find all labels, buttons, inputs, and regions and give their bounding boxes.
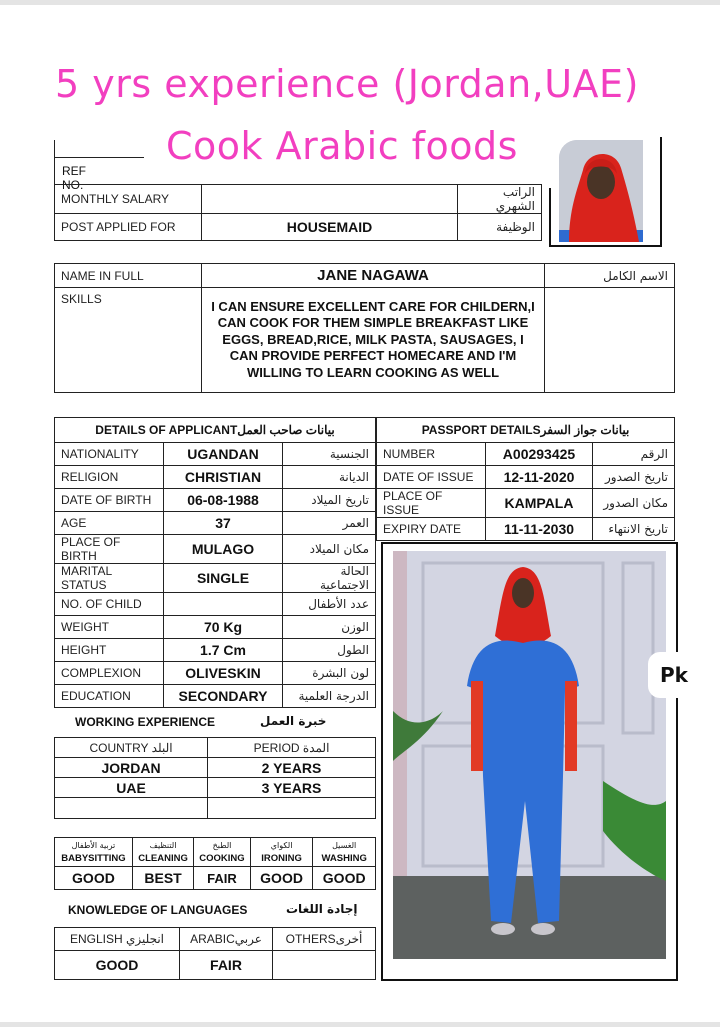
skill-ironing-ar: الكواي: [270, 841, 293, 850]
thumb-frame: [660, 137, 662, 247]
skill-cleaning-header: [132, 838, 193, 867]
period-header: PERIOD المدة: [208, 738, 376, 758]
experience-country-2: UAE: [55, 778, 208, 798]
arabic-value: FAIR: [180, 951, 273, 980]
dob-label: DATE OF BIRTH: [55, 489, 164, 512]
expiry-date-label-ar: تاريخ الانتهاء: [593, 518, 675, 541]
languages-title-ar: إجادة اللغات: [286, 902, 358, 916]
skill-babysitting-header: [55, 838, 133, 867]
english-value: GOOD: [55, 951, 180, 980]
nationality-label-ar: الجنسية: [283, 443, 376, 466]
passport-number-label: NUMBER: [377, 443, 486, 466]
issue-date-value: 12-11-2020: [486, 466, 593, 489]
skill-washing-value: GOOD: [313, 867, 376, 890]
complexion-label: COMPLEXION: [55, 662, 164, 685]
languages-table: [54, 927, 376, 980]
place-of-birth-label-ar: مكان الميلاد: [283, 535, 376, 564]
bottom-edge-bar: [0, 1022, 720, 1027]
working-experience-title-ar: خبرة العمل: [260, 714, 327, 728]
languages-title: KNOWLEDGE OF LANGUAGES: [68, 903, 248, 917]
marital-status-value: SINGLE: [164, 564, 283, 593]
issue-place-value: KAMPALA: [486, 489, 593, 518]
skill-babysitting-en: BABYSITTING: [61, 853, 126, 864]
skill-cooking-en: COOKING: [199, 853, 245, 864]
ref-no-label: REF NO.: [62, 164, 86, 192]
children-value: [164, 593, 283, 616]
skill-cleaning-en: CLEANING: [138, 853, 188, 864]
passport-number-value: A00293425: [486, 443, 593, 466]
name-value: JANE NAGAWA: [202, 264, 545, 288]
working-experience-table: [54, 737, 376, 819]
height-label-ar: الطول: [283, 639, 376, 662]
experience-period-3: [208, 798, 376, 819]
education-label-ar: الدرجة العلمية: [283, 685, 376, 708]
name-skills-table: [54, 263, 675, 393]
weight-value: 70 Kg: [164, 616, 283, 639]
pk-sticker: Pk: [648, 652, 700, 698]
others-value: [273, 951, 376, 980]
weight-label-ar: الوزن: [283, 616, 376, 639]
country-header: COUNTRY البلد: [55, 738, 208, 758]
profile-photo-thumbnail: [559, 140, 643, 242]
experience-country-1: JORDAN: [55, 758, 208, 778]
expiry-date-label: EXPIRY DATE: [377, 518, 486, 541]
monthly-salary-value: [202, 185, 458, 214]
skill-ironing-header: [250, 838, 313, 867]
age-value: 37: [164, 512, 283, 535]
height-label: HEIGHT: [55, 639, 164, 662]
complexion-value: OLIVESKIN: [164, 662, 283, 685]
full-body-photo-frame: [381, 542, 678, 981]
applicant-details-title: DETAILS OF APPLICANTبيانات صاحب العمل: [55, 418, 376, 443]
monthly-salary-label: MONTHLY SALARY: [55, 185, 202, 214]
skill-ironing-value: GOOD: [250, 867, 313, 890]
nationality-label: NATIONALITY: [55, 443, 164, 466]
skills-label: SKILLS: [55, 288, 202, 393]
experience-period-2: 3 YEARS: [208, 778, 376, 798]
name-label-ar: الاسم الكامل: [545, 264, 675, 288]
skills-empty-cell: [545, 288, 675, 393]
full-body-photo: [393, 551, 666, 959]
issue-place-label: PLACE OF ISSUE: [377, 489, 486, 518]
passport-details-title: PASSPORT DETAILSبيانات جواز السفر: [377, 418, 675, 443]
applicant-details-table: [54, 417, 376, 708]
expiry-date-value: 11-11-2030: [486, 518, 593, 541]
skill-washing-header: [313, 838, 376, 867]
children-label: NO. OF CHILD: [55, 593, 164, 616]
top-edge-bar: [0, 0, 720, 5]
headline-experience: 5 yrs experience (Jordan,UAE): [55, 62, 639, 106]
marital-status-label-ar: الحالة الاجتماعية: [283, 564, 376, 593]
skill-cooking-header: [194, 838, 251, 867]
religion-value: CHRISTIAN: [164, 466, 283, 489]
education-value: SECONDARY: [164, 685, 283, 708]
headline-cook: Cook Arabic foods: [166, 124, 518, 168]
thumb-frame-bottom: [549, 245, 662, 247]
skills-value: I CAN ENSURE EXCELLENT CARE FOR CHILDERN,I CAN COOK FOR THEM SIMPLE BREAKFAST LIKE EGGS, BREAD,RICE, MILK PASTA, SAUSAGES, I CAN PROVIDE PERFECT HOMECARE AND I'M WILLING TO LEARN COOKING AS WELL: [202, 288, 545, 393]
working-experience-title: WORKING EXPERIENCE: [75, 715, 216, 729]
skill-cooking-ar: الطبخ: [212, 841, 232, 850]
religion-label-ar: الديانة: [283, 466, 376, 489]
skills-grid-table: [54, 837, 376, 890]
skill-washing-en: WASHING: [321, 853, 367, 864]
children-label-ar: عدد الأطفال: [283, 593, 376, 616]
post-applied-label-ar: الوظيفة: [458, 214, 542, 241]
arabic-header: ARABICعربي: [180, 928, 273, 951]
education-label: EDUCATION: [55, 685, 164, 708]
complexion-label-ar: لون البشرة: [283, 662, 376, 685]
age-label-ar: العمر: [283, 512, 376, 535]
name-label: NAME IN FULL: [55, 264, 202, 288]
religion-label: RELIGION: [55, 466, 164, 489]
place-of-birth-label: PLACE OF BIRTH: [55, 535, 164, 564]
skill-ironing-en: IRONING: [261, 853, 302, 864]
english-header: ENGLISH انجليزي: [55, 928, 180, 951]
weight-label: WEIGHT: [55, 616, 164, 639]
age-label: AGE: [55, 512, 164, 535]
nationality-value: UGANDAN: [164, 443, 283, 466]
post-table: [54, 184, 542, 241]
place-of-birth-value: MULAGO: [164, 535, 283, 564]
skill-babysitting-value: GOOD: [55, 867, 133, 890]
passport-details-table: [376, 417, 675, 541]
post-applied-label: POST APPLIED FOR: [55, 214, 202, 241]
experience-country-3: [55, 798, 208, 819]
skill-cooking-value: FAIR: [194, 867, 251, 890]
height-value: 1.7 Cm: [164, 639, 283, 662]
thumb-frame-left: [549, 188, 551, 246]
skill-cleaning-ar: التنظيف: [149, 841, 177, 850]
dob-value: 06-08-1988: [164, 489, 283, 512]
skill-cleaning-value: BEST: [132, 867, 193, 890]
monthly-salary-label-ar: الراتب الشهري: [458, 185, 542, 214]
skill-babysitting-ar: تربية الأطفال: [71, 841, 116, 850]
others-header: OTHERSأخرى: [273, 928, 376, 951]
dob-label-ar: تاريخ الميلاد: [283, 489, 376, 512]
experience-period-1: 2 YEARS: [208, 758, 376, 778]
marital-status-label: MARITAL STATUS: [55, 564, 164, 593]
skill-washing-ar: الغسيل: [332, 841, 357, 850]
passport-number-label-ar: الرقم: [593, 443, 675, 466]
issue-place-label-ar: مكان الصدور: [593, 489, 675, 518]
issue-date-label-ar: تاريخ الصدور: [593, 466, 675, 489]
issue-date-label: DATE OF ISSUE: [377, 466, 486, 489]
post-applied-value: HOUSEMAID: [202, 214, 458, 241]
